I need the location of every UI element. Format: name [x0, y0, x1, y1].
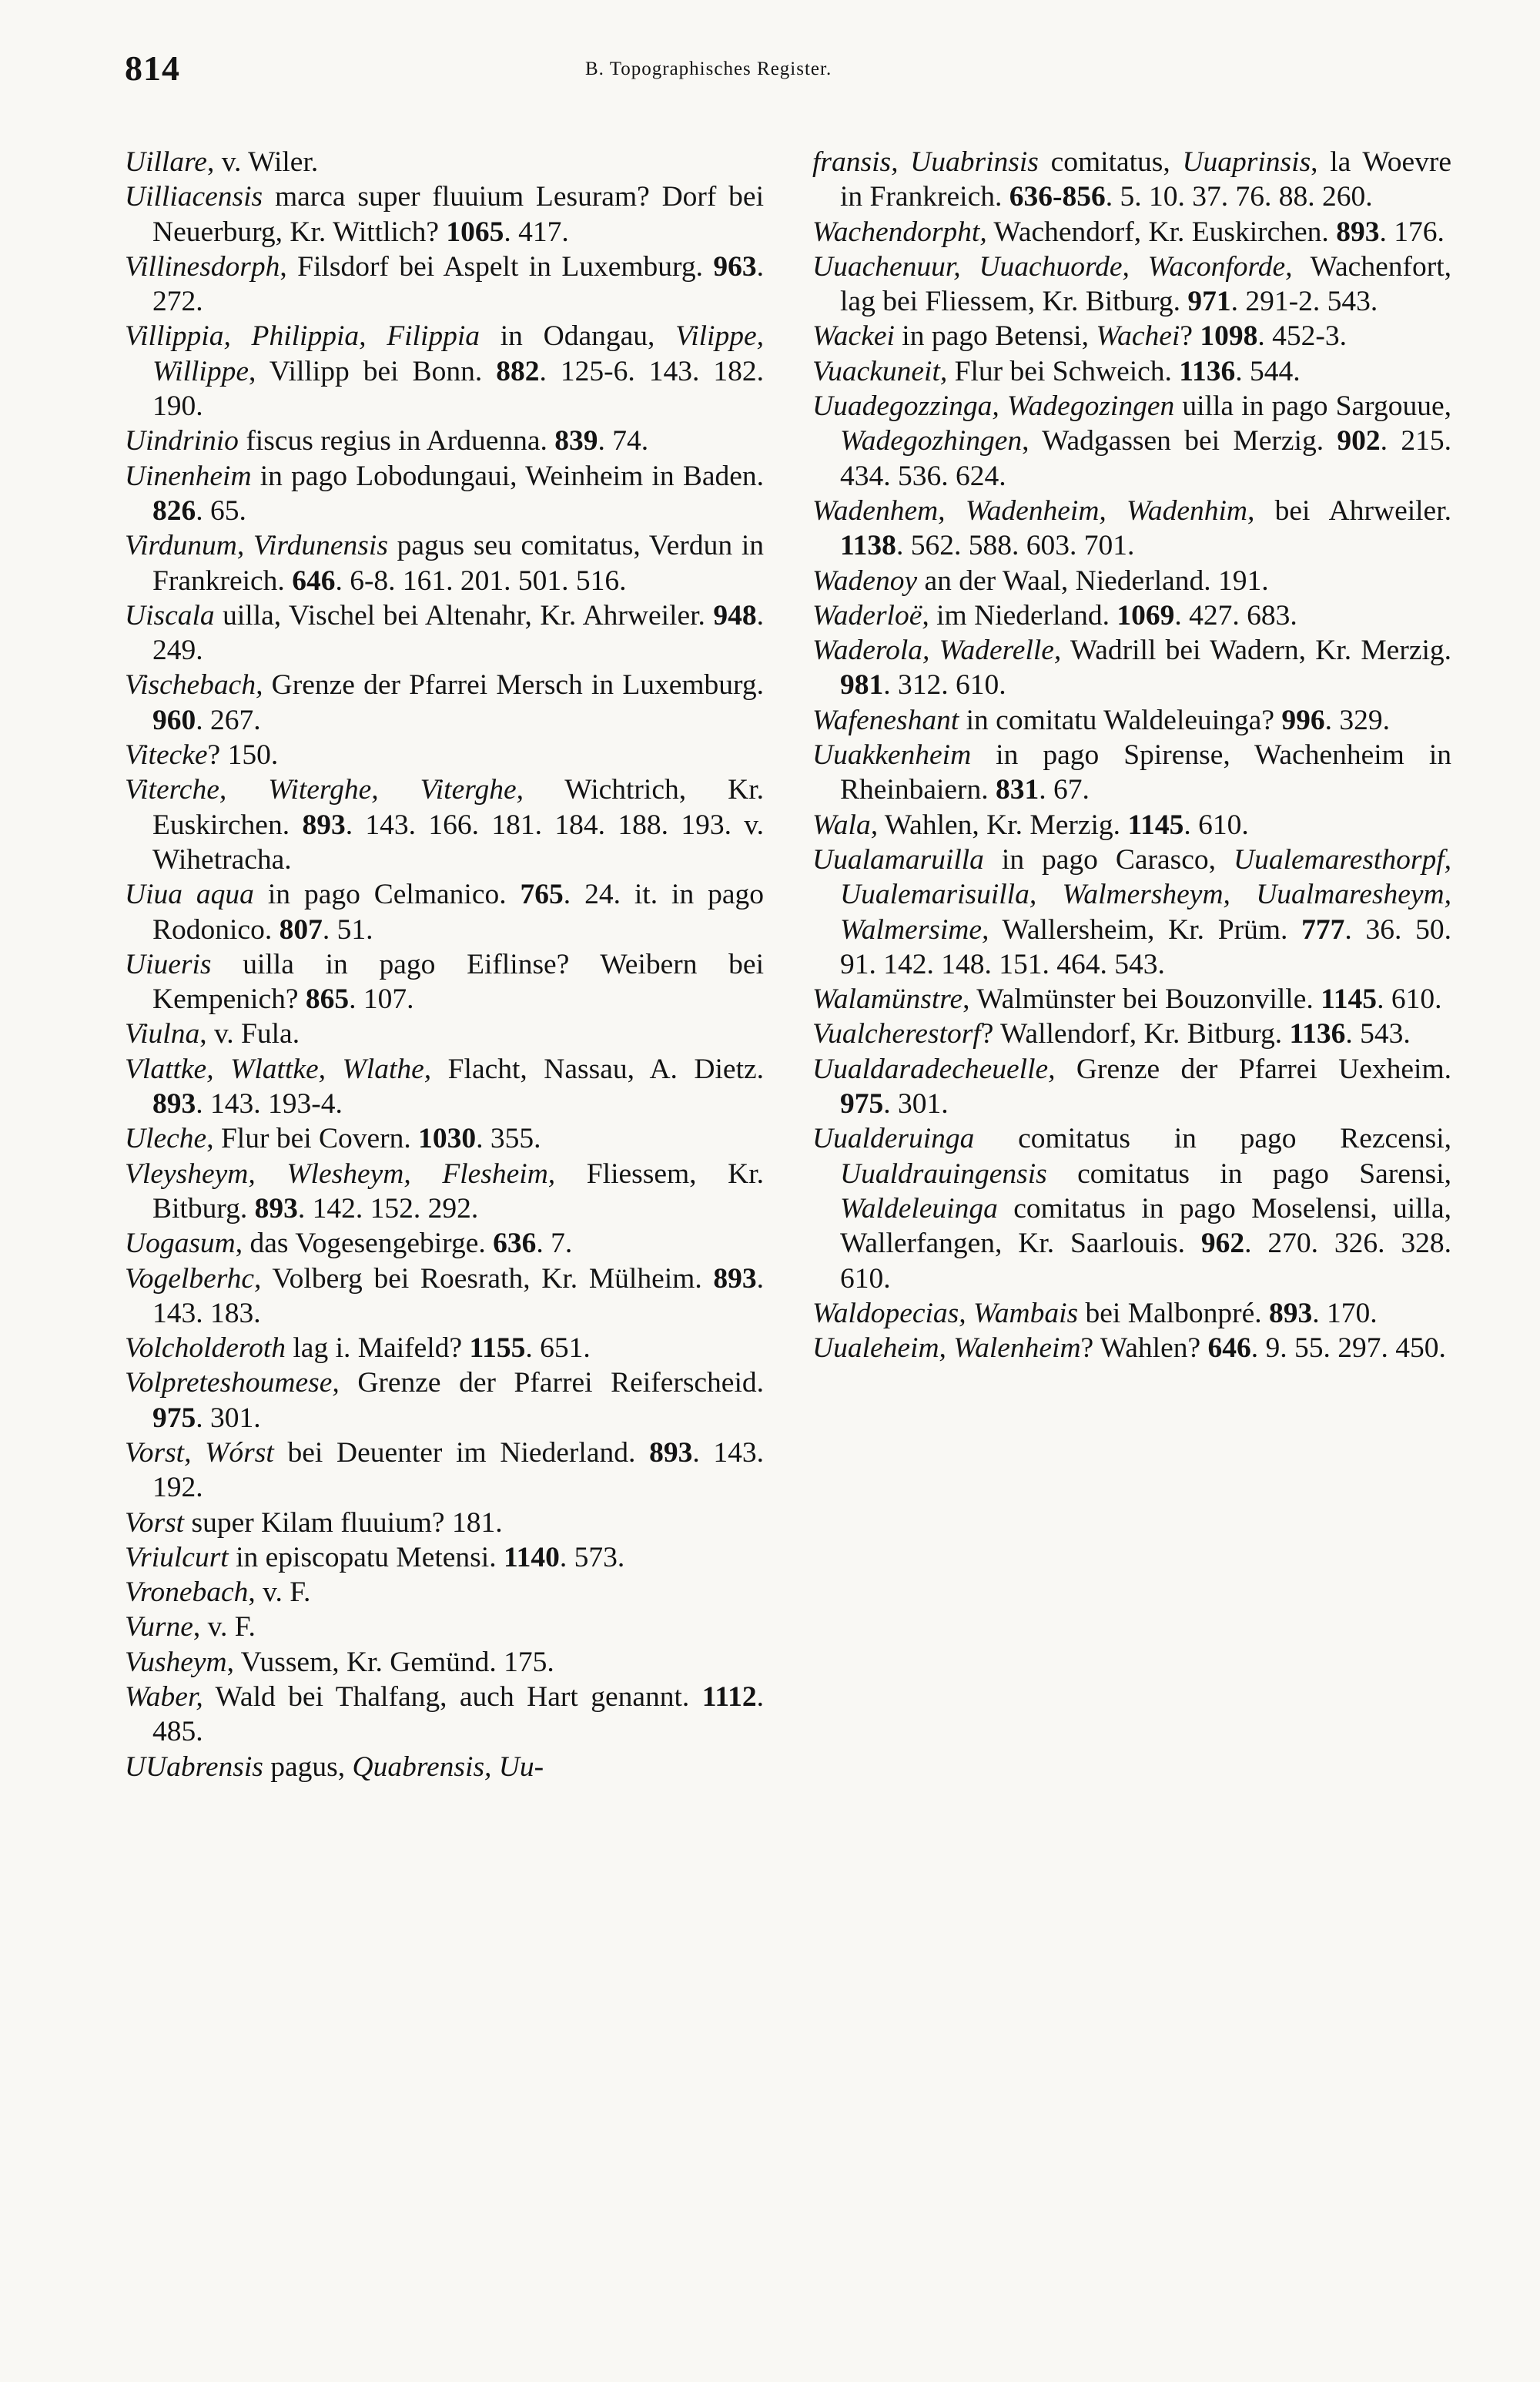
place-name: Vronebach: [125, 1576, 249, 1609]
entry-text: . 36. 50. 91. 142. 148. 151. 464. 543.: [840, 913, 1452, 980]
entry-text: bei Deuenter im Niederland.: [273, 1436, 650, 1469]
place-name: Uualderuinga: [812, 1123, 975, 1155]
place-name: Uiueris: [125, 948, 212, 980]
document-number: 893: [302, 809, 346, 841]
place-name: Villinesdorph: [125, 250, 280, 283]
place-name: Volcholderoth: [125, 1332, 286, 1365]
document-number: 1138: [840, 530, 896, 562]
index-entry: [812, 982, 1451, 1017]
place-name: Uillare: [125, 146, 207, 178]
index-entry: [125, 1121, 764, 1156]
index-entry: [812, 250, 1451, 320]
index-entry: [125, 1575, 764, 1610]
place-name: Uualdaradecheuelle,: [812, 1053, 1056, 1085]
entry-text: . 610.: [1377, 983, 1442, 1016]
document-number: 1140: [503, 1541, 560, 1573]
place-name: Wachendorpht,: [812, 216, 987, 248]
index-entry: [125, 1540, 764, 1575]
place-name: Waderola, Waderelle,: [812, 635, 1062, 667]
place-name: Vlattke, Wlattke, Wlathe,: [125, 1053, 432, 1085]
right-column: [812, 145, 1451, 1365]
place-name: Uualeheim, Walenheim: [812, 1332, 1081, 1365]
document-number: 777: [1301, 913, 1345, 946]
place-name: Volpreteshoumese,: [125, 1367, 340, 1399]
entry-text: fiscus regius in Arduenna.: [238, 425, 555, 457]
entry-text: lag i. Maifeld?: [286, 1332, 470, 1365]
place-name: Uuadegozzinga, Wadegozingen: [812, 390, 1175, 423]
document-number: 1112: [701, 1681, 757, 1714]
entry-text: in Odangau,: [480, 320, 676, 353]
document-number: 1065: [446, 216, 504, 248]
document-number: 960: [152, 704, 196, 736]
running-head: B. Topographisches Register.: [585, 59, 832, 79]
place-name: Vuackuneit,: [812, 355, 948, 387]
entry-text: . 24. it. in pago Rodonico.: [152, 879, 765, 946]
entry-text: . 573.: [559, 1541, 625, 1573]
index-entry: [812, 319, 1451, 353]
entry-text: . 312. 610.: [883, 669, 1006, 702]
index-entry: [125, 772, 764, 877]
entry-text: . 610.: [1183, 809, 1249, 841]
place-name: Vorst, Wórst: [125, 1436, 274, 1469]
place-name: Uilliacensis: [125, 181, 263, 213]
entry-text: , v. Fula.: [199, 1018, 300, 1050]
entry-text: an der Waal, Niederland. 191.: [917, 565, 1269, 597]
index-entry: [125, 319, 764, 424]
place-name: Vogelberhc,: [125, 1262, 262, 1295]
entry-text: Flacht, Nassau, A. Dietz.: [431, 1053, 765, 1085]
index-entry: [125, 1017, 764, 1051]
document-number: 975: [840, 1088, 884, 1121]
entry-text: uilla in pago Sargouue,: [1174, 390, 1451, 423]
document-number: 646: [292, 565, 336, 597]
index-entry: [125, 1610, 764, 1644]
entry-text: , Vussem, Kr. Gemünd. 175.: [226, 1646, 554, 1678]
entry-text: comitatus in pago Rezcensi,: [974, 1123, 1451, 1155]
place-name: Viulna: [125, 1018, 200, 1050]
index-entry: [125, 1365, 764, 1436]
index-entry: [125, 1750, 764, 1784]
place-name: Uuaprinsis: [1182, 146, 1311, 178]
entry-text: Wachenfort, lag bei Fliessem, Kr. Bitburg.: [840, 250, 1451, 318]
entry-text: . 249.: [152, 599, 764, 667]
document-number: 826: [152, 494, 196, 527]
place-name: Vriulcurt: [125, 1541, 229, 1573]
entry-text: ?: [1180, 320, 1200, 353]
index-entry: [812, 703, 1451, 738]
document-number: 831: [996, 774, 1040, 806]
entry-text: Wahlen, Kr. Merzig.: [878, 809, 1128, 841]
place-name: Wackei: [812, 320, 895, 353]
entry-text: . 143. 193-4.: [196, 1088, 343, 1121]
entry-text: . 329.: [1324, 704, 1390, 736]
entry-text: Volberg bei Roesrath, Kr. Mülheim.: [261, 1262, 714, 1295]
index-entry: [812, 354, 1451, 389]
document-number: 893: [1269, 1297, 1313, 1329]
document-number: 1030: [418, 1123, 477, 1155]
place-name: Uogasum: [125, 1228, 236, 1260]
index-entry: [125, 1436, 764, 1506]
entry-text: . 142. 152. 292.: [297, 1192, 479, 1225]
entry-text: . 74.: [598, 425, 649, 457]
index-entry: [125, 1506, 764, 1540]
entry-text: . 562. 588. 603. 701.: [896, 530, 1135, 562]
entry-text: . 544.: [1235, 355, 1301, 387]
entry-text: bei Ahrweiler.: [1254, 494, 1451, 527]
entry-text: comitatus,: [1038, 146, 1183, 178]
place-name: Viterche, Witerghe, Viterghe,: [125, 774, 524, 806]
index-entry: [125, 877, 764, 947]
entry-text: . 7.: [536, 1228, 573, 1260]
document-number: 1145: [1127, 809, 1184, 841]
entry-text: , Wadgassen bei Merzig.: [1022, 425, 1337, 457]
entry-text: Wald bei Thalfang, auch Hart genannt.: [203, 1681, 702, 1714]
entry-text: Wadrill bei Wadern, Kr. Merzig.: [1061, 635, 1452, 667]
entry-text: Wichtrich, Kr. Euskirchen.: [152, 774, 765, 841]
index-entry-continuation: [812, 145, 1451, 215]
entry-text: . 267.: [196, 704, 261, 736]
entry-text: Grenze der Pfarrei Uexheim.: [1055, 1053, 1451, 1085]
place-name: Waber,: [125, 1681, 203, 1714]
document-number: 765: [520, 879, 564, 911]
place-name: Walamünstre: [812, 983, 963, 1016]
place-name: Vualcherestorf: [812, 1018, 981, 1050]
document-number: 1136: [1289, 1018, 1346, 1050]
document-number: 882: [496, 355, 540, 387]
document-number: 948: [713, 599, 757, 632]
document-number: 839: [554, 425, 598, 457]
entry-text: , v. Wiler.: [206, 146, 319, 178]
entry-text: uilla in pago Eiflinse? Weibern bei Kempenich?: [152, 948, 764, 1016]
entry-text: , Flur bei Covern.: [206, 1123, 419, 1155]
document-number: 975: [152, 1402, 196, 1434]
entry-text: comitatus in pago Moselensi, uilla, Wallerfangen, Kr. Saarlouis.: [840, 1192, 1451, 1260]
document-number: 1155: [469, 1332, 526, 1365]
index-entry: [125, 668, 764, 738]
entry-text: . 51.: [322, 913, 373, 946]
index-entry: [125, 1261, 764, 1332]
index-entry: [812, 215, 1451, 250]
document-number: 636-856: [1009, 181, 1106, 213]
entry-text: . 67.: [1039, 774, 1090, 806]
entry-text: , la Woevre in Frankreich.: [840, 146, 1451, 213]
place-name: UUabrensis: [125, 1750, 263, 1783]
place-name: Waldeleuinga: [840, 1192, 998, 1225]
place-name: Wafeneshant: [812, 704, 959, 736]
entry-text: im Niederland.: [929, 599, 1117, 632]
entry-text: Flur bei Schweich.: [947, 355, 1180, 387]
entry-text: . 143. 192.: [152, 1436, 765, 1504]
place-name: Uiua aqua: [125, 879, 254, 911]
entry-text: . 452-3.: [1257, 320, 1347, 353]
entry-text: Wallersheim, Kr. Prüm.: [989, 913, 1302, 946]
index-entry: [812, 598, 1451, 633]
entry-text: , Walmünster bei Bouzonville.: [962, 983, 1321, 1016]
index-entry: [812, 808, 1451, 843]
entry-text: . 543.: [1345, 1018, 1411, 1050]
place-name: Uindrinio: [125, 425, 239, 457]
entry-text: in pago Betensi,: [894, 320, 1096, 353]
entry-text: , Filsdorf bei Aspelt in Luxemburg.: [280, 250, 714, 283]
index-entry: [125, 1331, 764, 1365]
place-name: fransis, Uuabrinsis: [812, 146, 1039, 178]
place-name: Uualdrauingensis: [840, 1157, 1047, 1190]
place-name: Uualamaruilla: [812, 843, 984, 876]
entry-text: . 170.: [1312, 1297, 1378, 1329]
place-name: Wadenhem, Wadenheim, Wadenhim,: [812, 494, 1255, 527]
place-name: Wala,: [812, 809, 879, 841]
document-number: 902: [1337, 425, 1381, 457]
place-name: Vorst: [125, 1506, 185, 1539]
entry-text: Grenze der Pfarrei Reiferscheid.: [339, 1367, 764, 1399]
place-name: Vischebach,: [125, 669, 263, 702]
place-name: Vurne: [125, 1611, 193, 1643]
index-entry: [812, 1331, 1451, 1365]
index-entry: [812, 843, 1451, 982]
index-entry: [812, 1296, 1451, 1331]
entry-text: . 291-2. 543.: [1230, 286, 1378, 318]
index-entry: [125, 528, 764, 598]
entry-text: Grenze der Pfarrei Mersch in Luxemburg.: [263, 669, 764, 702]
entry-text: ? 150.: [207, 739, 279, 772]
document-number: 962: [1200, 1228, 1245, 1260]
index-entry: [125, 145, 764, 179]
document-number: 893: [713, 1262, 757, 1295]
entry-text: pagus seu comitatus, Verdun in Frankreich.: [152, 530, 764, 597]
entry-text: , v. F.: [248, 1576, 311, 1609]
place-name: Uuakkenheim: [812, 739, 972, 772]
place-name: Uiscala: [125, 599, 215, 632]
index-entry: [125, 250, 764, 320]
entry-text: , v. F.: [192, 1611, 256, 1643]
entry-text: marca super fluuium Lesuram? Dorf bei Neuerburg, Kr. Wittlich?: [152, 181, 764, 248]
entry-text: . 651.: [525, 1332, 591, 1365]
place-name: Vleysheym, Wlesheym, Flesheim,: [125, 1157, 556, 1190]
place-name: Uinenheim: [125, 460, 252, 492]
document-number: 971: [1187, 286, 1231, 318]
place-name: Villippia, Philippia, Filippia: [125, 320, 480, 353]
document-number: 646: [1207, 1332, 1251, 1365]
document-number: 893: [152, 1088, 196, 1121]
entry-text: . 176.: [1379, 216, 1445, 248]
entry-text: , Villipp bei Bonn.: [249, 355, 497, 387]
document-number: 893: [1336, 216, 1380, 248]
entry-text: . 270. 326. 328. 610.: [840, 1228, 1451, 1295]
page-number: 814: [125, 49, 180, 88]
document-number: 865: [305, 983, 350, 1016]
entry-text: Wachendorf, Kr. Euskirchen.: [986, 216, 1337, 248]
document-number: 981: [840, 669, 884, 702]
index-entry: [125, 1680, 764, 1750]
index-entry: [812, 564, 1451, 598]
entry-text: in pago Celmanico.: [253, 879, 521, 911]
document-number: 1098: [1200, 320, 1258, 353]
entry-text: bei Malbonpré.: [1078, 1297, 1270, 1329]
index-entry: [812, 1052, 1451, 1122]
entry-text: . 417.: [504, 216, 569, 248]
document-number: 1069: [1116, 599, 1175, 632]
entry-text: . 6-8. 161. 201. 501. 516.: [335, 565, 627, 597]
place-name: Wachei: [1096, 320, 1180, 353]
index-entry: [125, 179, 764, 250]
place-name: Quabrensis, Uu-: [352, 1750, 544, 1783]
entry-text: . 143. 183.: [152, 1262, 764, 1329]
entry-text: . 125-6. 143. 182. 190.: [152, 355, 764, 423]
entry-text: . 107.: [349, 983, 414, 1016]
entry-text: ? Wallendorf, Kr. Bitburg.: [980, 1018, 1290, 1050]
entry-text: in pago Carasco,: [983, 843, 1234, 876]
index-entry: [125, 1645, 764, 1680]
document-number: 893: [649, 1436, 693, 1469]
index-entry: [125, 459, 764, 529]
entry-text: . 9. 55. 297. 450.: [1250, 1332, 1446, 1365]
entry-text: . 301.: [196, 1402, 261, 1434]
index-entry: [125, 1052, 764, 1122]
entry-text: , das Vogesengebirge.: [235, 1228, 494, 1260]
entry-text: . 143. 166. 181. 184. 188. 193. v. Wihetracha.: [152, 809, 764, 876]
entry-text: in pago Spirense, Wachenheim in Rheinbaiern.: [840, 739, 1451, 806]
index-entry: [812, 633, 1451, 703]
entry-text: . 485.: [152, 1681, 764, 1748]
document-number: 996: [1281, 704, 1325, 736]
place-name: Uualemaresthorpf, Uualemarisuilla, Walmersheym, Uualmaresheym, Walmersime,: [840, 843, 1451, 946]
entry-text: pagus,: [263, 1750, 353, 1783]
place-name: Waderloë,: [812, 599, 929, 632]
index-entry: [125, 1157, 764, 1227]
place-name: Waldopecias, Wambais: [812, 1297, 1079, 1329]
place-name: Virdunum, Virdunensis: [125, 530, 388, 562]
document-number: 636: [493, 1228, 537, 1260]
document-number: 1136: [1179, 355, 1236, 387]
entry-text: . 355.: [476, 1123, 541, 1155]
index-entry: [125, 424, 764, 458]
entry-text: . 65.: [196, 494, 246, 527]
document-number: 893: [254, 1192, 298, 1225]
document-number: 963: [713, 250, 757, 283]
entry-text: in comitatu Waldeleuinga?: [959, 704, 1282, 736]
entry-text: super Kilam fluuium? 181.: [184, 1506, 503, 1539]
entry-text: uilla, Vischel bei Altenahr, Kr. Ahrweiler.: [214, 599, 714, 632]
left-column: [125, 145, 764, 1784]
entry-text: ? Wahlen?: [1080, 1332, 1208, 1365]
place-name: Wadegozhingen: [840, 425, 1023, 457]
index-entry: [812, 1121, 1451, 1295]
index-entry: [125, 598, 764, 668]
index-entry: [812, 389, 1451, 494]
index-entry: [125, 738, 764, 772]
entry-text: in episcopatu Metensi.: [228, 1541, 504, 1573]
entry-text: . 215. 434. 536. 624.: [840, 425, 1452, 492]
place-name: Vusheym: [125, 1646, 227, 1678]
document-number: 807: [279, 913, 323, 946]
index-entry: [125, 947, 764, 1017]
index-entry: [125, 1226, 764, 1261]
place-name: Uuachenuur, Uuachuorde, Waconforde,: [812, 250, 1293, 283]
entry-text: comitatus in pago Sarensi,: [1046, 1157, 1451, 1190]
entry-text: . 5. 10. 37. 76. 88. 260.: [1105, 181, 1373, 213]
place-name: Wadenoy: [812, 565, 918, 597]
entry-text: Fliessem, Kr. Bitburg.: [152, 1157, 764, 1225]
entry-text: . 427. 683.: [1174, 599, 1297, 632]
place-name: Uleche: [125, 1123, 207, 1155]
place-name: Vilippe, Willippe: [152, 320, 764, 387]
index-entry: [812, 738, 1451, 808]
entry-text: . 301.: [883, 1088, 949, 1121]
entry-text: in pago Lobodungaui, Weinheim in Baden.: [251, 460, 764, 492]
document-number: 1145: [1321, 983, 1378, 1016]
place-name: Vitecke: [125, 739, 208, 772]
entry-text: . 272.: [152, 250, 764, 318]
index-entry: [812, 494, 1451, 564]
index-entry: [812, 1017, 1451, 1051]
